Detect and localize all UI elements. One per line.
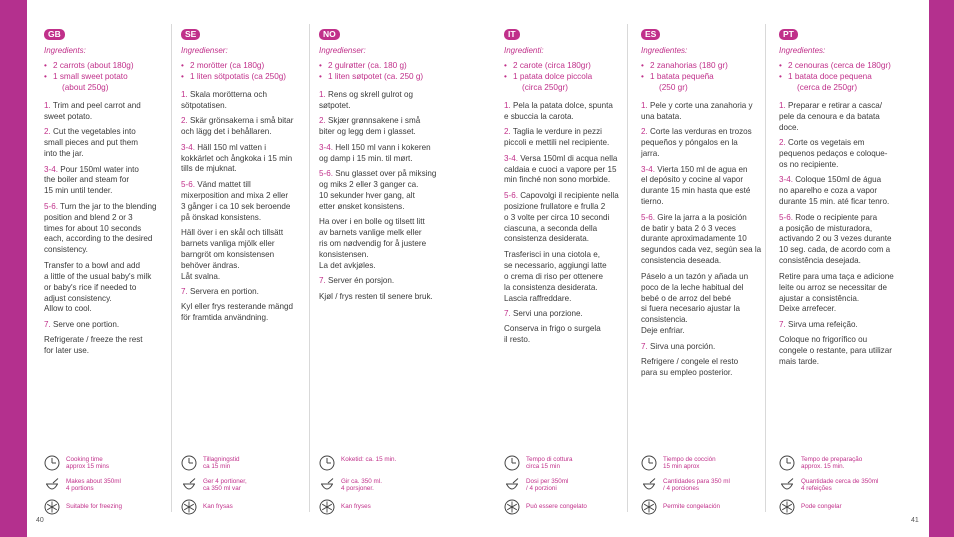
ingredient-item [641, 71, 769, 93]
freezing-text: Kan fryses [341, 503, 371, 510]
freezing-info [779, 499, 907, 521]
recipe-step [319, 217, 447, 272]
step-text: Häll 150 ml vatten i kokkärlet och ångkoka i 15 min tills de mjuknat. [181, 142, 293, 174]
recipe-step [181, 180, 309, 224]
step-text: Sirva una porción. [647, 341, 716, 351]
ingredient-text: 2 cenouras (cerca de 180gr) [788, 61, 891, 70]
cooking-time-text: Koketid: ca. 15 min. [341, 456, 397, 463]
step-number: 2. [319, 116, 326, 126]
portions-text: Gir ca. 350 ml. 4 porsjoner. [341, 478, 382, 493]
column-divider [309, 24, 310, 512]
step-number: 1. [779, 101, 786, 110]
recipe-column-se [181, 24, 309, 329]
snowflake-icon [779, 499, 795, 515]
ingredient-text: 1 liten sötpotatis (ca 250g) [190, 72, 287, 81]
recipe-step [181, 228, 309, 283]
recipe-column-pt [779, 24, 907, 372]
recipe-step [44, 335, 172, 357]
ingredients-list [641, 60, 769, 93]
freezing-info [319, 499, 447, 521]
bowl-icon [181, 477, 197, 493]
info-icons [504, 455, 632, 521]
ingredients-title: Ingredienti: [504, 46, 544, 55]
step-text: Trim and peel carrot and sweet potato. [44, 101, 141, 121]
portions-info [44, 477, 172, 499]
step-text: Coloque 150ml de água no aparelho e coza a vapor durante 15 min. até ficar tenro. [779, 175, 890, 207]
step-number: 7. [779, 319, 786, 329]
step-number: 1. [319, 90, 326, 99]
portions-info [181, 477, 309, 499]
step-number: 7. [504, 308, 511, 318]
recipe-step [44, 101, 172, 123]
ingredients-title: Ingredients: [44, 46, 86, 55]
step-text: Transfer to a bowl and add a little of the usual baby's milk or baby's rice if needed to adjust consistency. Allow to cool. [44, 260, 152, 314]
step-text: Häll över i en skål och tillsätt barnets vanliga mjölk eller barngröt om konsistensen behöver ändras. Låt svalna. [181, 227, 284, 281]
ingredients-title: Ingredientes: [779, 46, 826, 55]
recipe-step [181, 90, 309, 112]
step-number: 5-6. [44, 201, 58, 211]
ingredient-text: 1 liten søtpotet (ca. 250 g) [328, 72, 424, 81]
step-number: 2. [779, 138, 786, 148]
step-text: Kyl eller frys resterande mängd för framtida användning. [181, 302, 294, 323]
freezing-info [44, 499, 172, 521]
cooking-time-text: Tempo di cottura circa 15 min [526, 456, 573, 471]
step-text: Serve one portion. [50, 319, 120, 329]
portions-text: Cantidades para 350 ml / 4 porciones [663, 478, 730, 493]
portions-text: Dosi per 350ml / 4 porzioni [526, 478, 569, 493]
ingredient-text: 1 small sweet potato [53, 72, 128, 81]
step-text: Servera en portion. [187, 287, 259, 296]
step-number: 5-6. [779, 212, 793, 222]
step-text: Páselo a un tazón y añada un poco de la leche habitual del bebé o de arroz del bebé si fuera necesario ajustar la consistencia. Deje enfriar. [641, 271, 749, 336]
step-number: 2. [641, 127, 648, 137]
recipe-step [779, 101, 907, 134]
step-text: Trasferisci in una ciotola e, se necessario, aggiungi latte o crema di riso per ottenere la consistenza desiderata. Lascia raffreddare. [504, 249, 607, 303]
ingredients-list [504, 60, 632, 93]
recipe-step [319, 90, 447, 112]
recipe-step [44, 165, 172, 198]
recipe-step [504, 101, 632, 123]
ingredient-text: 1 batata pequeña [650, 72, 714, 81]
freezing-text: Pode congelar [801, 503, 842, 510]
snowflake-icon [44, 499, 60, 515]
recipe-step [641, 127, 769, 160]
step-text: Corte os vegetais em pequenos pedaços e coloque- os no recipiente. [779, 138, 888, 170]
cooking-time-text: Tiempo de cocción 15 min aprox [663, 456, 716, 471]
info-icons [641, 455, 769, 521]
cooking-time-text: Tillagningstid ca 15 min [203, 456, 240, 471]
recipe-step [641, 165, 769, 209]
clock-icon [779, 455, 795, 471]
ingredients-title: Ingredienser: [319, 46, 366, 55]
ingredients-list [319, 60, 447, 82]
step-text: Corte las verduras en trozos pequeños y póngalos en la jarra. [641, 127, 752, 159]
step-text: Skär grönsakerna i små bitar och lägg det i behållaren. [181, 116, 294, 137]
step-text: Turn the jar to the blending position and blend 2 or 3 times for about 10 seconds each, according to the desired consistency. [44, 201, 157, 255]
portions-info [319, 477, 447, 499]
ingredient-item [44, 60, 172, 71]
ingredient-text: 2 carote (circa 180gr) [513, 61, 591, 70]
language-badge: ES [641, 29, 660, 40]
language-badge: NO [319, 29, 340, 40]
step-text: Servi una porzione. [510, 308, 583, 318]
ingredient-text: 2 zanahorias (180 gr) [650, 61, 728, 70]
step-text: Retire para uma taça e adicione leite ou arroz se necessitar de ajustar a consistência. Deixe arrefecer. [779, 271, 894, 314]
portions-text: Quantidade cerca de 350ml 4 refeições [801, 478, 879, 493]
right-magenta-band [929, 0, 954, 537]
step-number: 7. [44, 319, 51, 329]
recipe-step [779, 175, 907, 208]
recipe-step [319, 292, 447, 303]
portions-text: Ger 4 portioner, ca 350 ml var [203, 478, 247, 493]
bowl-icon [504, 477, 520, 493]
recipe-step [181, 143, 309, 176]
step-number: 5-6. [181, 179, 195, 189]
portions-text: Makes about 350ml 4 portions [66, 478, 121, 493]
step-number: 5-6. [641, 212, 655, 222]
recipe-column-gb [44, 24, 172, 362]
ingredient-text: 2 carrots (about 180g) [53, 61, 134, 70]
ingredient-text: 2 gulrøtter (ca. 180 g) [328, 61, 407, 70]
portions-info [641, 477, 769, 499]
recipe-step [779, 335, 907, 368]
step-text: Preparar e retirar a casca/ pele da cenoura e da batata doce. [779, 101, 883, 132]
ingredient-item [641, 60, 769, 71]
ingredient-text: 1 patata dolce piccola [513, 72, 593, 81]
recipe-step [779, 320, 907, 331]
step-number: 1. [181, 90, 188, 99]
ingredients-list [779, 60, 907, 93]
recipe-step [44, 261, 172, 316]
step-text: Coloque no frigorífico ou congele o restante, para utilizar mais tarde. [779, 335, 892, 367]
cooking-time-text: Tempo de preparação approx. 15 min. [801, 456, 863, 471]
bowl-icon [779, 477, 795, 493]
snowflake-icon [319, 499, 335, 515]
step-number: 3-4. [504, 153, 518, 163]
cooking-time-info [319, 455, 447, 477]
ingredient-item [44, 71, 172, 93]
step-text: Refrigere / congele el resto para su empleo posterior. [641, 357, 739, 377]
step-text: Pele y corte una zanahoria y una batata. [641, 101, 753, 121]
step-text: Pour 150ml water into the boiler and steam for 15 min until tender. [44, 164, 139, 196]
language-badge: SE [181, 29, 200, 40]
step-text: Pela la patata dolce, spunta e sbuccia la carota. [504, 101, 613, 121]
step-number: 1. [504, 101, 511, 110]
ingredient-text: (cerca de 250gr) [797, 83, 858, 92]
recipe-step [44, 202, 172, 257]
step-number: 2. [181, 116, 188, 126]
step-text: Vänd mattet till mixerposition and mixa 2 eller 3 gånger i ca 10 sek beroende på önskad konsistens. [181, 179, 291, 222]
step-number: 5-6. [319, 168, 333, 178]
ingredient-item [779, 60, 907, 71]
step-number: 3-4. [181, 142, 195, 152]
recipe-step [504, 127, 632, 149]
step-text: Refrigerate / freeze the rest for later use. [44, 335, 143, 356]
step-number: 2. [504, 127, 511, 137]
recipe-step [641, 213, 769, 268]
language-badge: PT [779, 29, 798, 40]
recipe-step [779, 272, 907, 316]
recipe-step [44, 320, 172, 331]
cooking-time-info [44, 455, 172, 477]
recipe-step [181, 116, 309, 138]
freezing-info [181, 499, 309, 521]
language-badge: IT [504, 29, 520, 40]
recipe-column-no [319, 24, 447, 307]
ingredient-item [504, 71, 632, 93]
ingredient-item [181, 71, 309, 82]
language-badge: GB [44, 29, 65, 40]
freezing-text: Può essere congelato [526, 503, 587, 510]
ingredient-text: (250 gr) [659, 83, 688, 92]
bowl-icon [44, 477, 60, 493]
recipe-step [319, 143, 447, 165]
page-number-left: 40 [36, 517, 44, 524]
clock-icon [319, 455, 335, 471]
step-text: Skala morötterna och sötpotatisen. [181, 90, 267, 110]
ingredients-list [44, 60, 172, 93]
step-number: 7. [181, 287, 188, 296]
ingredient-item [181, 60, 309, 71]
clock-icon [641, 455, 657, 471]
left-magenta-band [0, 0, 27, 537]
step-text: Server én porsjon. [325, 276, 395, 286]
step-text: Versa 150ml di acqua nella caldaia e cuoci a vapore per 15 min finché non sono morbide. [504, 153, 618, 185]
step-number: 3-4. [319, 142, 333, 152]
recipe-step [504, 324, 632, 346]
recipe-step [504, 191, 632, 246]
ingredient-item [319, 60, 447, 71]
recipe-step [181, 302, 309, 324]
snowflake-icon [181, 499, 197, 515]
info-icons [181, 455, 309, 521]
ingredient-text: (about 250g) [62, 83, 109, 92]
step-number: 3-4. [779, 175, 793, 185]
ingredients-title: Ingredienser: [181, 46, 228, 55]
step-text: Snu glasset over på miksing og miks 2 eller 3 ganger ca. 10 sekunder hver gang, alt etter ønsket konsistens. [319, 168, 437, 211]
step-number: 3-4. [641, 164, 655, 174]
ingredient-text: 2 morötter (ca 180g) [190, 61, 265, 70]
bowl-icon [319, 477, 335, 493]
step-text: Kjøl / frys resten til senere bruk. [319, 291, 433, 301]
step-text: Ha over i en bolle og tilsett litt av barnets vanlige melk eller ris om nødvendig for å justere konsistensen. La det avkjøles. [319, 217, 427, 270]
step-number: 7. [641, 341, 648, 351]
portions-info [504, 477, 632, 499]
freezing-info [504, 499, 632, 521]
recipe-step [319, 116, 447, 138]
step-text: Conserva in frigo o surgela il resto. [504, 324, 601, 345]
snowflake-icon [504, 499, 520, 515]
clock-icon [44, 455, 60, 471]
step-text: Sirva uma refeição. [785, 319, 858, 329]
ingredient-text: (circa 250gr) [522, 83, 568, 92]
step-text: Cut the vegetables into small pieces and put them into the jar. [44, 127, 139, 159]
freezing-text: Suitable for freezing [66, 503, 123, 510]
recipe-step [779, 138, 907, 171]
recipe-step [641, 101, 769, 123]
ingredient-item [504, 60, 632, 71]
freezing-text: Permite congelación [663, 503, 721, 510]
step-text: Rens og skrell gulrot og søtpotet. [319, 90, 414, 110]
step-number: 5-6. [504, 190, 518, 200]
ingredients-list [181, 60, 309, 82]
recipe-step [641, 357, 769, 379]
step-text: Hell 150 ml vann i kokeren og damp i 15 min. til mørt. [319, 142, 431, 163]
recipe-step [504, 154, 632, 187]
step-text: Vierta 150 ml de agua en el depósito y cocine al vapor durante 15 min hasta que esté tierno. [641, 164, 751, 207]
step-text: Capovolgi il recipiente nella posizione frullatore e frulla 2 o 3 volte per circa 10 secondi ciascuna, a seconda della consistenza desiderata. [504, 190, 619, 244]
step-number: 2. [44, 127, 51, 137]
step-text: Rode o recipiente para a posição de misturadora, activando 2 ou 3 vezes durante 10 seg. cada, de acordo com a consistência desejada. [779, 212, 892, 266]
recipe-column-it [504, 24, 632, 351]
bowl-icon [641, 477, 657, 493]
step-text: Gire la jarra a la posición de batir y bata 2 ó 3 veces durante aproximadamente 10 segundos cada vez, según sea la consistencia deseada. [641, 212, 762, 266]
info-icons [319, 455, 447, 521]
recipe-step [641, 272, 769, 337]
cooking-time-info [779, 455, 907, 477]
recipe-step [504, 309, 632, 320]
clock-icon [504, 455, 520, 471]
page-number-right: 41 [911, 517, 919, 524]
step-text: Taglia le verdure in pezzi piccoli e mettili nel recipiente. [504, 127, 610, 148]
freezing-text: Kan frysas [203, 503, 233, 510]
recipe-step [44, 127, 172, 160]
ingredient-text: 1 batata doce pequena [788, 72, 872, 81]
info-icons [44, 455, 172, 521]
freezing-info [641, 499, 769, 521]
recipe-step [319, 169, 447, 213]
step-number: 7. [319, 276, 326, 286]
ingredient-item [779, 71, 907, 93]
cooking-time-info [181, 455, 309, 477]
ingredient-item [319, 71, 447, 82]
recipe-step [641, 342, 769, 353]
cooking-time-info [641, 455, 769, 477]
snowflake-icon [641, 499, 657, 515]
recipe-step [504, 250, 632, 305]
step-number: 1. [44, 101, 51, 110]
recipe-step [181, 287, 309, 298]
step-text: Skjær grønnsakene i små biter og legg dem i glasset. [319, 116, 421, 137]
step-number: 3-4. [44, 164, 58, 174]
step-number: 1. [641, 101, 648, 110]
cooking-time-info [504, 455, 632, 477]
recipe-step [319, 276, 447, 287]
recipe-step [779, 213, 907, 268]
info-icons [779, 455, 907, 521]
recipe-column-es [641, 24, 769, 383]
cooking-time-text: Cooking time approx 15 mins [66, 456, 110, 471]
portions-info [779, 477, 907, 499]
clock-icon [181, 455, 197, 471]
ingredients-title: Ingredientes: [641, 46, 688, 55]
